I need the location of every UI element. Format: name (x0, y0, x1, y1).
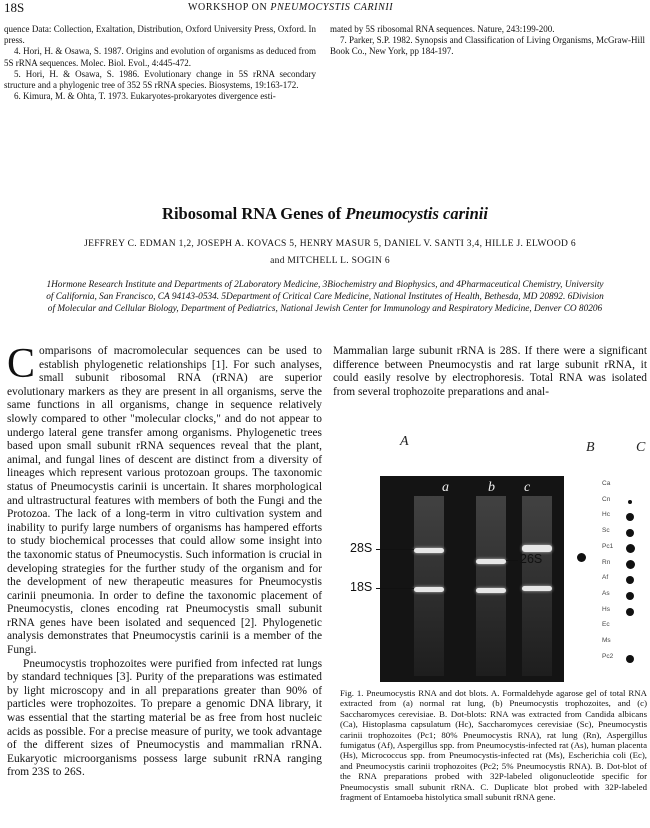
dot-blot-spot (626, 592, 634, 600)
dot-blot-row (602, 496, 646, 510)
references-left (4, 24, 316, 102)
lane-c-label: c (524, 480, 531, 495)
marker-28s-tick (376, 549, 414, 550)
dot-blot-row-label: Ms (602, 637, 611, 644)
dot-blot-row-label: Ca (602, 480, 611, 487)
band-18s (476, 588, 506, 593)
reference-item: 7. Parker, S.P. 1982. Synopsis and Classification of Living Organisms, McGraw-Hill Book Co., New York, pp 184-197. (330, 35, 645, 57)
affiliation-line: of California, San Francisco, CA 94143-0534. 5Department of Critical Care Medicine, National Institutes of Health, Bethesda, MD 20892. 6Division (46, 292, 604, 303)
reference-item: quence Data: Collection, Exaltation, Distribution, Oxford University Press, Oxford. In press. (4, 24, 316, 46)
dot-blot-row-label: Pc2 (602, 652, 614, 660)
body-paragraph: Mammalian large subunit rRNA is 28S. If there were a significant difference between Pneumocystis and rat large subunit rRNA, it could easily resolve by electrophoresis. Total RNA was isolated from several trophozoite preparations and anal- (333, 345, 647, 398)
dot-blot-row-label: As (602, 589, 610, 597)
figure-caption: Fig. 1. Pneumocystis RNA and dot blots. A. Formaldehyde agarose gel of total RNA extracted from (a) normal rat lung, (b) Pneumocystis trophozoites, and (c) Saccharomyces cerevisiae. B. Dot-blots: RNA was extracted from Candida albicans (Ca), Histoplasma capsulatum (Hc), Saccharomyces cerevisiae (Sc), Pneumocystis carinii trophozoites (Pc1; 80% Pneumocystis RNA), rat lung (Rn), Aspergillus fumigatus (Af), Aspergillus spp. from Pneumocystis-infected rat (As), human placenta (Hs), Micrococcus spp. from Pneumocystis-infected rat (Ms), Escherichia coli (Ec), and Pneumocystis carinii trophozoites (Pc2; 5% Pneumocystis RNA). B. Dot-blot of the RNA preparations probed with 32P-labeled oligonucleotide specific for Pneumocystis small subunit rRNA. C. Duplicate blot probed with 32P-labeled fragment of Entamoeba histolytica small subunit rRNA gene. (340, 688, 647, 803)
references-right (330, 24, 646, 58)
dot-blot-row (602, 621, 646, 635)
panel-a-label: A (400, 434, 409, 449)
band-upper (522, 545, 552, 552)
dot-blot-spot (626, 655, 634, 663)
reference-item: mated by 5S ribosomal RNA sequences. Nature, 243:199-200. (330, 24, 555, 34)
band-26s (476, 559, 506, 564)
dot-blot-row-label: Rn (602, 558, 611, 566)
running-header-prefix: WORKSHOP ON (188, 2, 271, 13)
marker-28s-label: 28S (350, 541, 373, 555)
title-prefix: Ribosomal RNA Genes of (162, 204, 346, 223)
dot-blot-row-label: Ec (602, 621, 610, 629)
dot-blot-spot (626, 608, 634, 616)
article-title (0, 204, 650, 224)
author-list (40, 236, 620, 270)
authors-line-1: JEFFREY C. EDMAN 1,2, JOSEPH A. KOVACS 5, HENRY MASUR 5, DANIEL V. SANTI 3,4, HILLE J. ELWOOD 6 (84, 239, 576, 249)
body-column-left (7, 341, 322, 780)
dot-blot-spot (626, 560, 635, 569)
dot-blot-spot (626, 576, 634, 584)
gel-lane-c (522, 476, 552, 682)
lane-smear (476, 496, 506, 676)
paragraph-text: omparisons of macromolecular sequences can be used to establish phylogenetic relationships [1]. For such analyses, small subunit ribosomal RNA (rRNA) are superior evolutionary markers as they are present in all organisms, serve the same functions in all organisms, change in sequence relatively slowly compared to other "molecular clocks," and do not appear to undergo lateral gene transfer among organisms. Phylogenetic trees based upon small subunit rRNA sequences reveal that the plant, animal, and fungal lines of descent are distinct from a diversity of lineages which represent various protozoan groups. The taxonomic status of Pneumocystis carinii is uncertain. It shares morphological and ultrastructural features with members of both the Fungi and the Protozoa. The lack of a long-term in vitro cultivation system and inability to purify large numbers of organisms has hampered efforts to study biochemical processes that could allow some insight into the taxonomic status of Pneumocystis. Such information is crucial in developing strategies for the further study of the organism and for the development of new therapeutic measures for Pneumocystis carinii pneumonia. In order to define the taxonomic placement of Pneumocystis, clones encoding rat Pneumocystis small subunit rRNA genes have been isolated and sequenced [2]. Phylogenetic analysis demonstrates that Pneumocystis carinii is a member of the Fungi. (7, 345, 322, 657)
title-species: Pneumocystis carinii (345, 204, 488, 223)
dot-blot-row-label: Pc1 (602, 542, 614, 550)
page-number: 18S (4, 0, 25, 15)
reference-item: 4. Hori, H. & Osawa, S. 1987. Origins and evolution of organisms as deduced from 5S rRNA sequences. Molec. Biol. Evol., 4:445-472. (4, 46, 316, 68)
body-column-right (333, 345, 647, 399)
dot-blot-row (602, 511, 646, 525)
drop-cap: C (7, 341, 36, 387)
dot-blot-row (602, 590, 646, 604)
band-18s (414, 587, 444, 592)
dot-blot-spot (626, 529, 634, 537)
dot-blot-row (602, 480, 646, 494)
dot-blot-spot (628, 500, 632, 504)
dot-blot-row (602, 559, 646, 573)
gel-lane-a (414, 476, 444, 682)
affiliation-line: of Molecular and Cellular Biology, Department of Pediatrics, National Jewish Center for Immunology and Respiratory Medicine, Denver CO 80206 (47, 304, 603, 315)
affiliations (10, 279, 640, 316)
dot-blot-row (602, 574, 646, 588)
dot-blot-row-label: Sc (602, 527, 610, 535)
running-header-species: PNEUMOCYSTIS CARINII (270, 2, 394, 13)
dot-blot-row (602, 543, 646, 557)
dot-blot-row (602, 527, 646, 541)
lane-smear (414, 496, 444, 676)
dot-blot-row-label: Cn (602, 495, 611, 503)
dot-blot-row (602, 653, 646, 667)
dot-blot-spot (626, 544, 635, 553)
dot-blot-row-label: Hs (602, 605, 610, 613)
authors-line-2: and MITCHELL L. SOGIN 6 (270, 256, 390, 266)
marker-26s-tick (506, 560, 518, 561)
lane-b-label: b (488, 480, 495, 495)
band-lower (522, 586, 552, 591)
reference-item: 6. Kimura, M. & Ohta, T. 1973. Eukaryotes-prokaryotes divergence esti- (14, 91, 276, 102)
dot-blot-spot (626, 513, 634, 521)
panel-b-dot (577, 553, 586, 562)
body-paragraph (7, 341, 322, 658)
dot-blot-row-label: Af (602, 574, 609, 582)
marker-26s-label: 26S (520, 552, 543, 566)
body-paragraph: Pneumocystis trophozoites were purified from infected rat lungs by standard techniques [3]. Purity of the preparations was estimated by light microscopy and in all preparations greater than 90% of particles were trophozoites. To prepare a genomic DNA library, it was essential that the starting material be as free from host nucleic acids as possible. For a precise measure of purity, we took advantage of the different sizes of Pneumocystis and mammalian rRNA. Eukaryotic microorganisms possess large subunit rRNA ranging from 23S to 26S. (7, 657, 322, 779)
agarose-gel-image (380, 476, 564, 682)
marker-18s-label: 18S (350, 580, 373, 594)
marker-18s-tick (376, 588, 414, 589)
panel-b-label: B (586, 440, 595, 455)
dot-blot-row (602, 637, 646, 651)
running-header (188, 2, 393, 13)
gel-lane-b (476, 476, 506, 682)
affiliation-line: 1Hormone Research Institute and Departments of 2Laboratory Medicine, 3Biochemistry and Biophysics, and 4Pharmaceutical Chemistry, University (46, 280, 604, 290)
band-28s (414, 548, 444, 553)
panel-c-label: C (636, 440, 646, 455)
dot-blot-row-label: Hc (602, 511, 610, 519)
reference-item: 5. Hori, H. & Osawa, S. 1986. Evolutionary change in 5S rRNA secondary structure and a phylogenic tree of 352 5S rRNA species. Biosystems, 19:163-172. (4, 68, 316, 91)
dot-blot-row (602, 606, 646, 620)
lane-a-label: a (442, 480, 449, 495)
figure-1 (340, 432, 650, 682)
